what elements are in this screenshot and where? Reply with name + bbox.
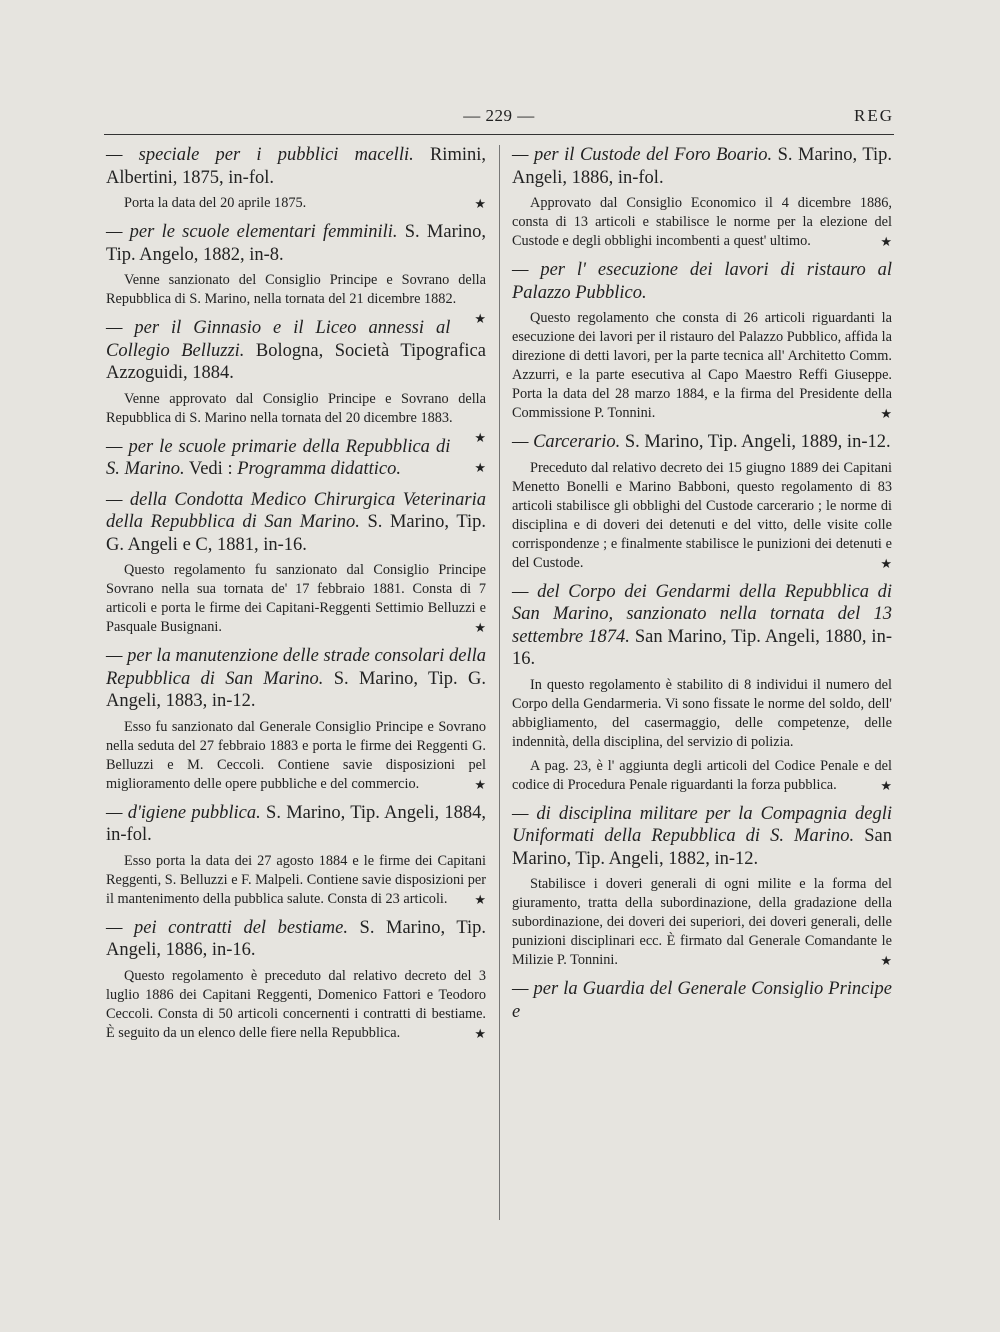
entry-description: In questo regolamento è stabilito di 8 individui il numero del Corpo della Gendarmeria. Vi sono fissate le norme del soldo, dell' abbigliamento, del casermaggio, delle competenze, delle indennità, della disciplina, del servizio di polizia. — [512, 676, 892, 750]
star-icon: ★ — [474, 776, 486, 792]
star-icon: ★ — [880, 555, 892, 571]
entry-description: Approvato dal Consiglio Economico il 4 dicembre 1886, consta di 13 articoli e stabilisce le norme per la elezione del Custode e degli obblighi incombenti a quest' ultimo. ★ — [512, 195, 892, 249]
bibliography-entry — [512, 581, 892, 795]
entry-description: Esso porta la data dei 27 agosto 1884 e le firme dei Capitani Reggenti, S. Belluzzi e F. Malpeli. Contiene savie disposizioni per il mantenimento della pubblica salute. Consta di 23 articoli. ★ — [106, 852, 486, 907]
star-icon: ★ — [474, 1025, 486, 1041]
star-icon: ★ — [880, 234, 892, 249]
bibliography-entry — [106, 144, 486, 213]
running-head: REG — [854, 106, 894, 125]
star-icon: ★ — [474, 429, 486, 445]
entry-description: Questo regolamento è preceduto dal relativo decreto del 3 luglio 1886 dei Capitani Reggenti, Domenico Fattori e Teodoro Ceccoli. Consta di 50 articoli concernenti i contratti di bestiame. È seguito da un elenco delle fiere nella Repubblica. ★ — [106, 967, 486, 1041]
star-icon: ★ — [474, 620, 486, 635]
bibliography-entry — [512, 431, 892, 573]
star-icon: ★ — [880, 406, 892, 421]
bibliography-entry — [512, 259, 892, 423]
entry-title: — per la Guardia del Generale Consiglio Principe e — [512, 979, 892, 1022]
star-icon: ★ — [474, 891, 486, 907]
left-column — [106, 144, 486, 1051]
entry-title: — della Condotta Medico Chirurgica Veterinaria della Repubblica di San Marino. S. Marino, Tip. G. Angeli e C, 1881, in-16. — [106, 489, 486, 555]
column-divider — [499, 145, 500, 1220]
star-icon: ★ — [474, 460, 486, 475]
entry-description: Stabilisce i doveri generali di ogni milite e la forma del giuramento, tratta della subordinazione, della gradazione della subordinazione, dei doveri dei superiori, dei doveri generali, delle punizioni disciplinari ecc. È firmato dal Generale Comandante le Milizie P. Tonnini. ★ — [512, 876, 892, 968]
entry-title: — del Corpo dei Gendarmi della Repubblica di San Marino, sanzionato nella tornata del 13 settembre 1874. San Marino, Tip. Angeli, 1880, in-16. — [512, 581, 892, 669]
star-icon: ★ — [474, 311, 486, 326]
entry-title: — per il Ginnasio e il Liceo annessi al Collegio Belluzzi. Bologna, Società Tipografica Azzoguidi, 1884. — [106, 318, 486, 383]
entry-title: — di disciplina militare per la Compagnia degli Uniformati della Repubblica di S. Marino. San Marino, Tip. Angeli, 1882, in-12. — [512, 803, 892, 869]
bibliography-entry — [106, 317, 486, 445]
entry-description: Questo regolamento che consta di 26 articoli riguardanti la esecuzione dei lavori per il ristauro del Palazzo Pubblico, affida la direzione di detti lavori, per la parte tecnica all' Architetto Comm. Azzurri, e la parte esecutiva al Capo Maestro Reffi Giuseppe. Porta la data del 28 marzo 1884, e la firma del Presidente della Commissione P. Tonnini. ★ — [512, 310, 892, 421]
bibliography-entry — [512, 978, 892, 1023]
entry-title: — Carcerario. S. Marino, Tip. Angeli, 1889, in-12. — [512, 432, 891, 452]
entry-title: — pei contratti del bestiame. S. Marino, Tip. Angeli, 1886, in-16. — [106, 917, 486, 960]
entry-title: — d'igiene pubblica. S. Marino, Tip. Angeli, 1884, in-fol. — [106, 802, 486, 845]
page-header — [104, 106, 894, 132]
bibliography-entry — [106, 489, 486, 638]
entry-title: — per la manutenzione delle strade consolari della Repubblica di San Marino. S. Marino, Tip. G. Angeli, 1883, in-12. — [106, 646, 486, 711]
entry-description: Questo regolamento fu sanzionato dal Consiglio Principe Sovrano nella sua tornata de' 17 febbraio 1881. Consta di 7 articoli e porta le firme dei Capitani-Reggenti Settimio Belluzzi e Pasquale Busignani. ★ — [106, 562, 486, 635]
star-icon: ★ — [880, 953, 892, 968]
entry-title: — per l' esecuzione dei lavori di ristauro al Palazzo Pubblico. — [512, 260, 892, 303]
entry-description: A pag. 23, è l' aggiunta degli articoli del Codice Penale e del codice di Procedura Penale riguardanti la forza pubblica. ★ — [512, 757, 892, 793]
bibliography-entry — [106, 645, 486, 794]
entry-description: Venne sanzionato del Consiglio Principe e Sovrano della Repubblica di S. Marino, nella tornata del 21 dicembre 1882. ★ — [106, 272, 486, 326]
bibliography-entry — [106, 436, 486, 481]
entry-description: Venne approvato dal Consiglio Principe e Sovrano della Repubblica di S. Marino nella tornata del 20 dicembre 1883. ★ — [106, 390, 486, 445]
star-icon: ★ — [880, 777, 892, 793]
bibliography-entry — [512, 144, 892, 251]
entry-title: — per il Custode del Foro Boario. S. Marino, Tip. Angeli, 1886, in-fol. — [512, 145, 892, 188]
entry-title: — speciale per i pubblici macelli. Rimini, Albertini, 1875, in-fol. — [106, 145, 486, 188]
bibliography-entry — [106, 802, 486, 909]
page-number: — 229 — — [463, 106, 535, 125]
entry-title: — per le scuole elementari femminili. S. Marino, Tip. Angelo, 1882, in-8. — [106, 222, 487, 265]
entry-description: Preceduto dal relativo decreto dei 15 giugno 1889 dei Capitani Menetto Bonelli e Marino Babboni, questo regolamento di 83 articoli stabilisce gli obblighi del Custode carcerario ; le norme di disciplina e di doveri dei detenuti e del vitto, delle visite colle corrispondenze ; e finalmente stabilisce le punizioni dei detenuti e del Custode. ★ — [512, 459, 892, 571]
bibliography-entry — [512, 803, 892, 971]
star-icon: ★ — [474, 196, 486, 211]
entry-description: Porta la data del 20 aprile 1875. ★ — [124, 195, 486, 211]
bibliography-entry — [106, 221, 487, 326]
entry-description: Esso fu sanzionato dal Generale Consiglio Principe e Sovrano nella seduta del 27 febbraio 1883 e porta le firme dei Reggenti G. Belluzzi e M. Ceccoli. Contiene savie disposizioni pel miglioramento delle opere pubbliche e del commercio. ★ — [106, 718, 486, 792]
header-rule — [104, 134, 894, 135]
bibliography-entry — [106, 917, 486, 1043]
entry-title: — per le scuole primarie della Repubblica di S. Marino. Vedi : Programma didattico. ★ — [106, 436, 486, 479]
right-column — [512, 144, 892, 1031]
